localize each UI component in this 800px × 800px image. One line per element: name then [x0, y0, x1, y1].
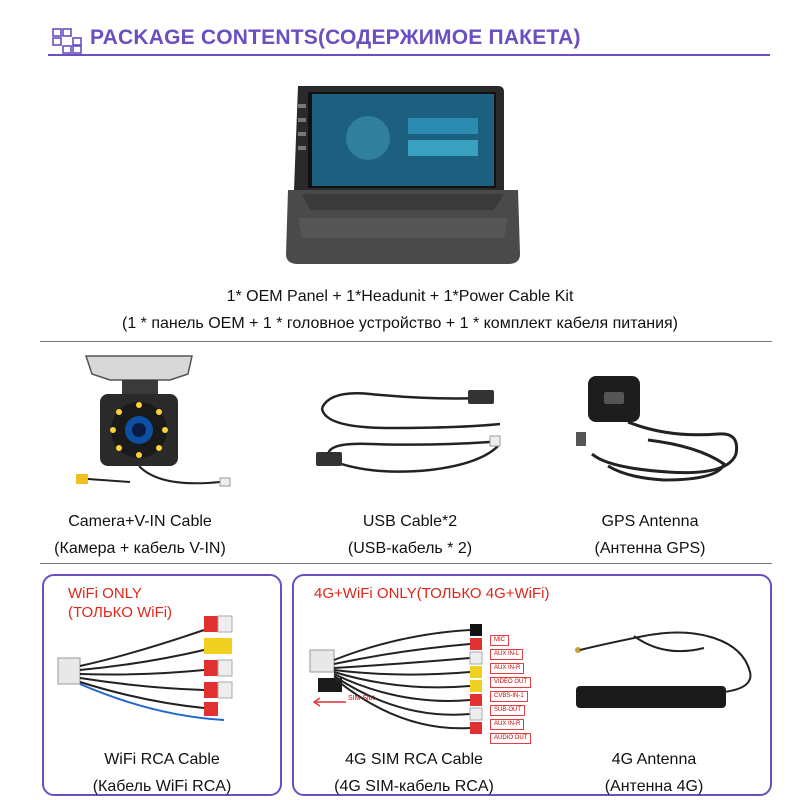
wifi-rca-caption-line1: WiFi RCA Cable: [104, 751, 220, 768]
rca-tag: SUB-OUT: [490, 705, 525, 716]
wifi-only-box: [42, 574, 282, 796]
usb-caption-line1: USB Cable*2: [362, 513, 458, 530]
4g-antenna-caption-line2: (Антенна 4G): [604, 778, 704, 795]
gps-antenna-image: [568, 368, 748, 498]
wifi-rca-caption: [44, 746, 280, 800]
rca-tag: AUX IN-R: [490, 719, 524, 730]
head-unit-image: [258, 78, 548, 278]
page-title: PACKAGE CONTENTS(СОДЕРЖИМОЕ ПАКЕТА): [90, 26, 581, 49]
header-divider: [48, 54, 770, 56]
wifi-rca-cable-image: [54, 606, 274, 726]
4g-sim-rca-caption: [294, 746, 534, 800]
4g-antenna-caption: [564, 746, 744, 800]
4g-antenna-image: [564, 628, 764, 738]
sim-slot-arrow-icon: [308, 694, 348, 704]
sim-slot-label: SIM Slot: [348, 695, 375, 702]
section-divider-2: [40, 563, 772, 564]
rca-tag: AUDIO OUT: [490, 733, 531, 744]
wifi-only-label-ru: (ТОЛЬКО WiFi): [68, 604, 173, 621]
rca-tag: VIDEO OUT: [490, 677, 531, 688]
camera-caption: [20, 508, 260, 562]
usb-caption-line2: (USB-кабель * 2): [347, 540, 473, 557]
panel-caption-line2: (1 * панель OEM + 1 * головное устройство + 1 * комплект кабеля питания): [121, 315, 678, 332]
usb-caption: [310, 508, 510, 562]
camera-caption-line2: (Камера + кабель V-IN): [54, 540, 226, 557]
4g-wifi-box: [292, 574, 772, 796]
wifi-rca-caption-line2: (Кабель WiFi RCA): [92, 778, 232, 795]
gps-caption: [560, 508, 740, 562]
4g-sim-rca-caption-line2: (4G SIM-кабель RCA): [334, 778, 494, 795]
package-icon: [52, 28, 82, 54]
section-divider: [40, 341, 772, 342]
camera-caption-line1: Camera+V-IN Cable: [68, 513, 212, 530]
rca-tag: MIC: [490, 635, 509, 646]
camera-image: [70, 350, 270, 500]
panel-caption: [40, 283, 760, 337]
rca-tag: AUX IN-R: [490, 663, 524, 674]
4g-antenna-caption-line1: 4G Antenna: [611, 751, 697, 768]
gps-caption-line2: (Антенна GPS): [594, 540, 706, 557]
rca-tag: AUX IN-L: [490, 649, 523, 660]
usb-cable-image: [310, 380, 510, 490]
wifi-only-label: WiFi ONLY: [68, 585, 142, 602]
4g-sim-rca-caption-line1: 4G SIM RCA Cable: [345, 751, 483, 768]
4g-wifi-label: 4G+WiFi ONLY(ТОЛЬКО 4G+WiFi): [314, 585, 550, 602]
panel-caption-line1: 1* OEM Panel + 1*Headunit + 1*Power Cable Kit: [226, 288, 574, 305]
gps-caption-line1: GPS Antenna: [601, 513, 699, 530]
rca-tag: CVBS-IN-1: [490, 691, 528, 702]
